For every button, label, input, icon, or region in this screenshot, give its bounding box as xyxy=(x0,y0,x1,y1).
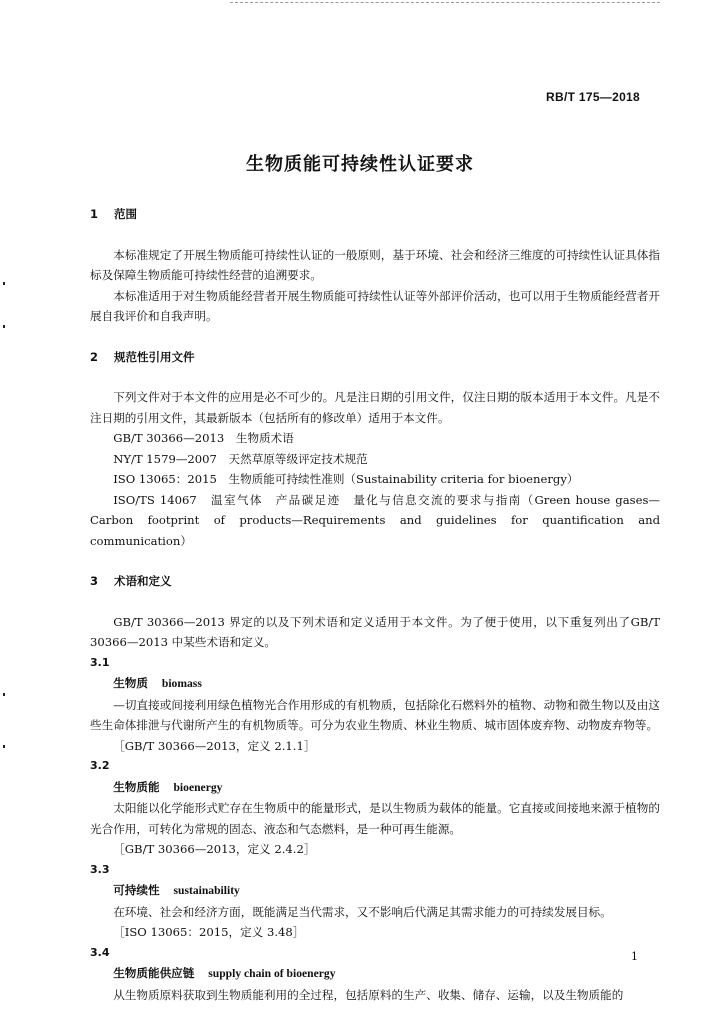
term-english: sustainability xyxy=(173,884,240,897)
term-english: biomass xyxy=(161,677,202,690)
term-entry xyxy=(90,673,660,695)
clause-number: 3.1 xyxy=(90,655,110,669)
standard-code: RB/T 175—2018 xyxy=(546,90,640,104)
term-source: ［GB/T 30366—2013，定义 2.4.2］ xyxy=(113,842,316,856)
document-body xyxy=(90,204,660,1005)
term-definition: 太阳能以化学能形式贮存在生物质中的能量形式，是以生物质为载体的能量。它直接或间接地来源于植物的光合作用，可转化为常规的固态、液态和气态燃料，是一种可再生能源。 xyxy=(90,801,660,836)
term-source: ［ISO 13065：2015，定义 3.48］ xyxy=(113,925,305,939)
section-number: 2 xyxy=(90,349,99,364)
term-definition: 在环境、社会和经济方面，既能满足当代需求，又不影响后代满足其需求能力的可持续发展目标。 xyxy=(113,904,612,919)
reference-item: NY/T 1579—2007 天然草原等级评定技术规范 xyxy=(113,451,368,466)
reference-item: GB/T 30366—2013 生物质术语 xyxy=(113,431,294,445)
scope-paragraph-1: 本标准规定了开展生物质能可持续性认证的一般原则，基于环境、社会和经济三维度的可持续性认证具体指标及保障生物质能可持续性经营的追溯要求。 xyxy=(90,247,660,282)
term-english: supply chain of bioenergy xyxy=(208,967,336,980)
scan-speck xyxy=(3,325,5,328)
term-source: ［GB/T 30366—2013，定义 2.1.1］ xyxy=(113,738,316,753)
section-2-heading xyxy=(90,347,660,368)
section-1-heading xyxy=(90,204,660,225)
term-chinese: 可持续性 xyxy=(113,883,160,897)
page-number: 1 xyxy=(631,950,638,963)
scan-top-border xyxy=(230,2,660,3)
document-title: 生物质能可持续性认证要求 xyxy=(246,154,474,175)
clause-number: 3.2 xyxy=(90,759,110,772)
term-definition: —切直接或间接利用绿色植物光合作用形成的有机物质，包括除化石燃料外的植物、动物和微生物以及由这些生命体排泄与代谢所产生的有机物质等。可分为农业生物质、林业生物质、城市固体废弃物、动物废弃物等。 xyxy=(90,697,660,732)
term-chinese: 生物质能供应链 xyxy=(113,966,195,980)
term-entry xyxy=(90,777,660,799)
term-definition: 从生物质原料获取到生物质能利用的全过程，包括原料的生产、收集、储存、运输，以及生物质能的 xyxy=(113,987,624,1002)
terms-intro: GB/T 30366—2013 界定的以及下列术语和定义适用于本文件。为了便于使用，以下重复列出了GB/T 30366—2013 中某些术语和定义。 xyxy=(90,614,660,649)
normative-references-intro: 下列文件对于本文件的应用是必不可少的。凡是注日期的引用文件，仅注日期的版本适用于本文件。凡是不注日期的引用文件，其最新版本（包括所有的修改单）适用于本文件。 xyxy=(90,390,660,425)
clause-number: 3.4 xyxy=(90,945,110,959)
reference-item: ISO 13065：2015 生物质能可持续性准则（Sustainability criteria for bioenergy） xyxy=(113,472,579,486)
section-3-heading xyxy=(90,571,660,592)
section-title: 术语和定义 xyxy=(114,574,172,588)
section-title: 范围 xyxy=(114,207,137,221)
term-entry xyxy=(90,963,660,985)
section-number: 1 xyxy=(90,207,99,221)
term-chinese: 生物质能 xyxy=(113,779,160,794)
section-number: 3 xyxy=(90,574,99,588)
reference-item: ISO/TS 14067 温室气体 产品碳足迹 量化与信息交流的要求与指南（Green house gases—Carbon footprint of products—Requirements and guidelines for quantification and communication） xyxy=(90,492,660,548)
scope-paragraph-2: 本标准适用于对生物质能经营者开展生物质能可持续性认证等外部评价活动，也可以用于生物质能经营者开展自我评价和自我声明。 xyxy=(90,288,660,323)
scan-speck xyxy=(3,745,5,748)
term-entry xyxy=(90,880,660,902)
section-title: 规范性引用文件 xyxy=(114,349,195,364)
term-chinese: 生物质 xyxy=(113,676,148,690)
clause-number: 3.3 xyxy=(90,862,110,876)
scan-speck xyxy=(3,693,5,696)
term-english: bioenergy xyxy=(173,780,223,794)
scan-speck xyxy=(3,282,5,285)
